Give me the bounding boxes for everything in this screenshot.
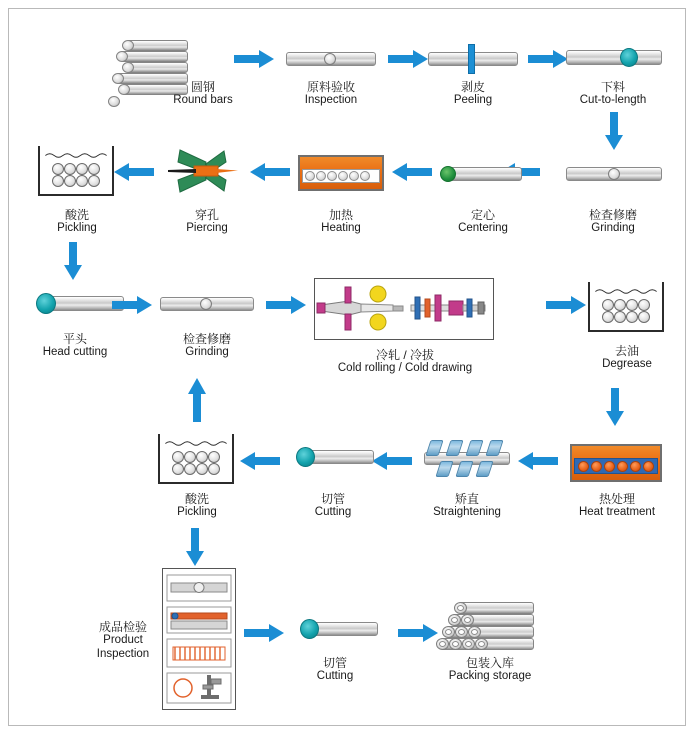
arrow-pickling-2-to-product-inspection — [186, 528, 204, 566]
arrow-head-cutting-to-grinding-2 — [112, 296, 152, 314]
label-centering-en: Centering — [458, 222, 508, 235]
caption-grinding-1 — [558, 208, 668, 236]
arrow-pickling-1-to-head-cutting — [64, 242, 82, 280]
label-piercing-en: Piercing — [186, 222, 228, 235]
arrow-grinding-2-to-cold-rolling — [266, 296, 306, 314]
label-heating-en: Heating — [321, 222, 361, 235]
arrow-cutting-1-to-pickling-2 — [240, 452, 280, 470]
cutting-2-cap — [300, 619, 319, 639]
arrow-degrease-to-heat-treatment — [606, 388, 624, 426]
node-heat-treatment — [570, 444, 662, 482]
arrow-inspection-to-peeling — [388, 50, 428, 68]
node-grinding-1 — [566, 162, 662, 186]
arrow-pickling-2-to-grinding-2 — [188, 378, 206, 422]
caption-inspection — [276, 80, 386, 108]
caption-heating — [286, 208, 396, 236]
label-piercing-cn: 穿孔 — [194, 208, 219, 222]
label-pickling-1-en: Pickling — [57, 222, 97, 235]
label-grinding-1-cn: 检查修磨 — [588, 208, 637, 222]
caption-piercing — [152, 208, 262, 236]
label-product-inspection-cn: 成品检验 — [98, 620, 147, 634]
node-head-cutting — [28, 288, 124, 318]
label-degrease-cn: 去油 — [614, 344, 639, 358]
label-pickling-1-cn: 酸洗 — [64, 208, 89, 222]
node-cutting-2 — [294, 612, 378, 644]
peeling-tool — [468, 44, 475, 74]
centering-tip — [440, 166, 456, 182]
caption-degrease — [572, 344, 682, 372]
caption-centering — [428, 208, 538, 236]
caption-packing-storage — [430, 656, 550, 684]
arrow-heating-to-piercing — [250, 163, 290, 181]
label-grinding-2-en: Grinding — [185, 346, 229, 359]
caption-round-bars — [148, 80, 258, 108]
head-cut-cap — [36, 293, 56, 314]
node-peeling — [428, 42, 518, 74]
arrow-peeling-to-cut-to-length — [528, 50, 568, 68]
label-packing-storage-en: Packing storage — [448, 670, 532, 683]
label-cutting-2-en: Cutting — [316, 670, 354, 683]
label-heat-treatment-en: Heat treatment — [578, 506, 656, 519]
label-round-bars-cn: 圆钢 — [190, 80, 215, 94]
label-degrease-en: Degrease — [602, 358, 652, 371]
label-product-inspection-en: Product Inspection — [96, 634, 150, 660]
node-cold-rolling — [314, 278, 494, 340]
node-pickling-2 — [158, 434, 234, 484]
node-centering — [440, 162, 522, 186]
node-piercing — [166, 148, 248, 194]
node-pickling-1 — [38, 146, 114, 196]
caption-heat-treatment — [562, 492, 672, 520]
label-grinding-1-en: Grinding — [591, 222, 635, 235]
label-cold-rolling-cn: 冷轧 / 冷拔 — [375, 348, 434, 362]
label-cutting-1-cn: 切管 — [320, 492, 345, 506]
label-head-cutting-en: Head cutting — [42, 346, 108, 359]
label-packing-storage-cn: 包装入库 — [465, 656, 514, 670]
arrow-product-inspection-to-cutting-2 — [244, 624, 284, 642]
node-inspection — [286, 48, 376, 70]
label-cut-to-length-cn: 下料 — [600, 80, 625, 94]
caption-cut-to-length — [558, 80, 668, 108]
label-cutting-2-cn: 切管 — [322, 656, 347, 670]
label-inspection-en: Inspection — [304, 94, 358, 107]
caption-cold-rolling — [320, 348, 490, 376]
label-peeling-en: Peeling — [453, 94, 493, 107]
caption-product-inspection — [84, 620, 162, 661]
caption-cutting-1 — [278, 492, 388, 520]
label-straightening-cn: 矫直 — [454, 492, 479, 506]
label-cutting-1-en: Cutting — [314, 506, 352, 519]
arrow-piercing-to-pickling-1 — [114, 163, 154, 181]
arrow-centering-to-heating — [392, 163, 432, 181]
label-pickling-2-cn: 酸洗 — [184, 492, 209, 506]
node-degrease — [588, 282, 664, 332]
label-cut-to-length-en: Cut-to-length — [579, 94, 647, 107]
caption-grinding-2 — [152, 332, 262, 360]
label-heat-treatment-cn: 热处理 — [598, 492, 635, 506]
label-round-bars-en: Round bars — [173, 94, 233, 107]
node-straightening — [424, 438, 510, 476]
label-cold-rolling-en: Cold rolling / Cold drawing — [337, 362, 473, 375]
arrow-straightening-to-cutting-1 — [372, 452, 412, 470]
node-heating — [298, 155, 384, 191]
cut-end-cap — [620, 48, 638, 67]
caption-pickling-1 — [22, 208, 132, 236]
arrow-cold-rolling-to-degrease — [546, 296, 586, 314]
node-cut-to-length — [566, 42, 662, 72]
caption-pickling-2 — [142, 492, 252, 520]
arrow-heat-treatment-to-straightening — [518, 452, 558, 470]
caption-cutting-2 — [280, 656, 390, 684]
label-inspection-cn: 原料验收 — [306, 80, 355, 94]
node-packing-storage — [432, 600, 542, 656]
label-pickling-2-en: Pickling — [177, 506, 217, 519]
cutting-1-cap — [296, 447, 315, 467]
caption-straightening — [412, 492, 522, 520]
node-grinding-2 — [160, 292, 254, 316]
label-heating-cn: 加热 — [328, 208, 353, 222]
label-grinding-2-cn: 检查修磨 — [182, 332, 231, 346]
node-cutting-1 — [290, 440, 374, 472]
caption-head-cutting — [20, 332, 130, 360]
label-centering-cn: 定心 — [470, 208, 495, 222]
label-head-cutting-cn: 平头 — [62, 332, 87, 346]
label-peeling-cn: 剥皮 — [460, 80, 485, 94]
arrow-cut-to-length-to-grinding — [605, 112, 623, 150]
label-straightening-en: Straightening — [433, 506, 501, 519]
arrow-round-bars-to-inspection — [234, 50, 274, 68]
caption-peeling — [418, 80, 528, 108]
node-product-inspection — [162, 568, 236, 710]
